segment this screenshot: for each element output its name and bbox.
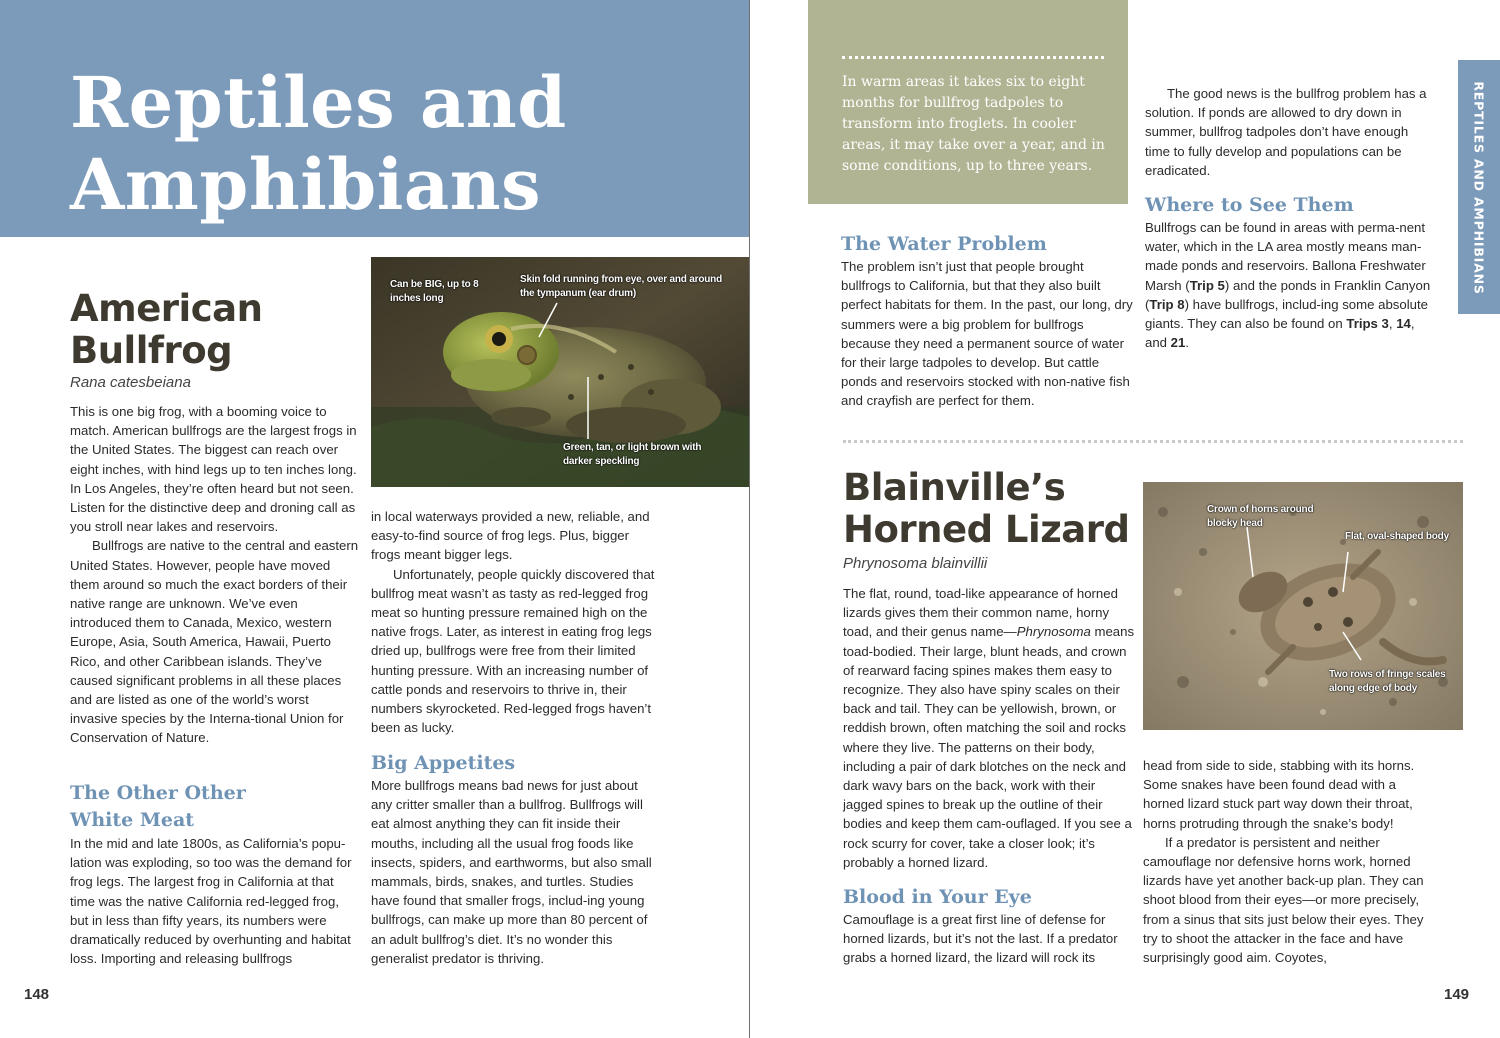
trip-link-3[interactable]: Trips 3: [1346, 316, 1389, 332]
paragraph: This is one big frog, with a booming voice to match. American bullfrogs are the largest frogs in the United States. The biggest can reach over eight inches, with hind legs up to ten inches long. In Los Angeles, they’re often heard but not seen. Listen for the distinctive deep and droning call as you stroll near lakes and reservoirs.: [70, 404, 357, 535]
page-number-left: 148: [24, 986, 50, 1003]
section-divider: [843, 440, 1463, 443]
trip-link-14[interactable]: 14: [1396, 316, 1411, 332]
subhead-other-white-meat: [70, 780, 246, 834]
page-number-right: 149: [1444, 986, 1470, 1003]
bullfrog-history-text: [371, 507, 661, 737]
species-title-line: American: [70, 287, 263, 330]
paragraph: Camouflage is a great first line of defense for horned lizards, but it’s not the last. If a predator grabs a horned lizard, the lizard will rock its: [843, 912, 1118, 966]
photo-callout-size: Can be BIG, up to 8 inches long: [390, 279, 479, 304]
text-run: ) and the ponds in Franklin Canyon (: [1145, 277, 1431, 312]
paragraph: The good news is the bullfrog problem has a solution. If ponds are allowed to dry down in summer, bullfrog tadpoles don’t have enough time to fully develop and populations can be eradicated.: [1145, 86, 1427, 178]
photo-callout-crown-horns: Crown of horns around blocky head: [1207, 504, 1314, 529]
text-run: means toad-bodied. Their large, blunt heads, and crown of rearward facing spines makes them easy to recognize. They also have spiny scales on their back and tail. They can be yellowish, brown, or reddish brown, often matching the soil and rocks where they live. The patterns on their body, including a pair of dark blotches on the neck and dark wavy bars on the back, work with their jagged spines to break up the outline of their bodies and keep them cam-ouflaged. If you see a rock scurry for cover, take a closer look; it’s probably a horned lizard.: [843, 624, 1135, 870]
subhead-line: The Other Other: [70, 782, 246, 804]
subhead-blood-in-your-eye: Blood in Your Eye: [843, 886, 1032, 908]
white-meat-text: [70, 834, 360, 968]
photo-callout-body-shape: Flat, oval-shaped body: [1345, 531, 1449, 542]
paragraph: head from side to side, stabbing with its horns. Some snakes have been found dead with a horned lizard stuck part way down their throat, horns protruding through the snake’s body!: [1143, 758, 1415, 831]
scientific-name-horned-lizard: Phrynosoma blainvillii: [843, 555, 988, 572]
species-title-line: Bullfrog: [70, 329, 233, 372]
paragraph: The problem isn’t just that people brought bullfrogs to California, but that they also built perfect habitats for them. In the past, our long, dry summers were a big problem for bullfrogs because they need a permanent source of water for their large tadpoles to develop. But cattle ponds and reservoirs stocked with non-native fish and crayfish are perfect for them.: [841, 259, 1133, 409]
species-title-horned-lizard: [843, 467, 1129, 551]
text-run: ,: [1388, 316, 1397, 332]
paragraph: More bullfrogs means bad news for just about any critter smaller than a bullfrog. Bullfrogs will eat almost anything they can fit inside their mouths, including all the usual frog foods like insects, spiders, and earthworms, but also small mammals, birds, snakes, and turtles. Studies have found that smaller frogs, includ-ing young bullfrogs, can make up more than 80 percent of an adult bullfrog’s diet. It’s no wonder this generalist predator is thriving.: [371, 778, 652, 966]
species-title-line: Blainville’s: [843, 466, 1066, 509]
paragraph: Unfortunately, people quickly discovered that bullfrog meat wasn’t as tasty as red-legged frog meat so hunting pressure remained high on the native frogs. Later, as interest in eating frog legs dried up, bullfrogs were free from their limited hunting pressure. With an increasing number of cattle ponds and reservoirs to thrive in, their numbers skyrocketed. Red-legged frogs haven’t been as lucky.: [371, 566, 655, 736]
subhead-where-to-see: Where to See Them: [1145, 194, 1354, 216]
sidebar-text: In warm areas it takes six to eight months for bullfrog tadpoles to transform into froglets. In cooler areas, it may take over a year, and in some conditions, up to three years.: [842, 74, 1105, 174]
species-title-line: Horned Lizard: [843, 508, 1130, 551]
paragraph: [843, 584, 1135, 872]
blood-in-your-eye-text: [843, 910, 1135, 968]
good-news-text: [1145, 84, 1433, 180]
chapter-title-line: Amphibians: [70, 143, 542, 226]
photo-callout-skin-fold: Skin fold running from eye, over and around the tympanum (ear drum): [520, 274, 722, 299]
chapter-title-line: Reptiles and: [70, 61, 567, 144]
text-run: ) have bullfrogs, includ-ing some absolute giants. They can also be found on: [1145, 296, 1428, 332]
paragraph: In the mid and late 1800s, as California’s popu-lation was exploding, so too was the demand for frog legs. The largest frog in California at that time was the native California red-legged frog, but in less than fifty years, its numbers were dramatically reduced by overhunting and habitat loss. Importing and releasing bullfrogs: [70, 836, 352, 967]
photo-callout-fringe-scales: Two rows of fringe scales along edge of body: [1329, 669, 1446, 694]
tadpole-fact-sidebar: [808, 0, 1128, 204]
subhead-water-problem: The Water Problem: [841, 233, 1047, 255]
bullfrog-intro-text: [70, 402, 360, 748]
chapter-title: [70, 62, 567, 226]
sidebar-dotted-rule: [842, 56, 1104, 59]
paragraph: in local waterways provided a new, reliable, and easy-to-find source of frog legs. Plus, bigger frogs meant bigger legs.: [371, 509, 650, 563]
where-to-see-text: [1145, 218, 1433, 352]
bullfrog-photo: [371, 257, 749, 487]
water-problem-text: [841, 257, 1137, 411]
trip-link-8[interactable]: Trip 8: [1149, 296, 1185, 312]
horned-lizard-defense-text: [1143, 756, 1435, 967]
trip-link-5[interactable]: Trip 5: [1189, 277, 1225, 293]
text-run: , and: [1145, 316, 1415, 351]
horned-lizard-intro-text: [843, 584, 1135, 872]
big-appetites-text: [371, 776, 661, 968]
subhead-line: White Meat: [70, 809, 195, 831]
paragraph: [1145, 218, 1433, 352]
photo-callout-color: Green, tan, or light brown with darker speckling: [563, 442, 702, 467]
subhead-big-appetites: Big Appetites: [371, 752, 516, 774]
paragraph: If a predator is persistent and neither camouflage nor defensive horns work, horned lizards have yet another back-up plan. They can shoot blood from their eyes—or more precisely, from a sinus that sits just below their eyes. They try to shoot the attacker in the face and have surprisingly good aim. Coyotes,: [1143, 834, 1424, 966]
paragraph: Bullfrogs are native to the central and eastern United States. However, people have moved them around so much the exact borders of their native range are unknown. We’ve even introduced them to Canada, Mexico, western Europe, Asia, South America, Hawaii, Puerto Rico, and other Caribbean islands. They’ve caused significant problems in all these places and are listed as one of the world’s worst invasive species by the Interna-tional Union for Conservation of Nature.: [70, 538, 359, 746]
trip-link-21[interactable]: 21: [1170, 335, 1186, 351]
text-run: The flat, round, toad-like appearance of horned lizards gives them their common name, horny toad, and their genus name—: [843, 586, 1118, 640]
text-run: Bullfrogs can be found in areas with perma-nent water, which in the LA area mostly means man-made ponds and reservoirs. Ballona Freshwater Marsh (: [1145, 220, 1426, 293]
horned-lizard-photo: [1143, 482, 1463, 730]
genus-name: Phrynosoma: [1016, 624, 1091, 640]
text-run: .: [1185, 335, 1190, 351]
species-title-bullfrog: [70, 288, 262, 372]
chapter-side-tab-label: REPTILES AND AMPHIBIANS: [1471, 81, 1487, 295]
scientific-name-bullfrog: Rana catesbeiana: [70, 374, 191, 391]
